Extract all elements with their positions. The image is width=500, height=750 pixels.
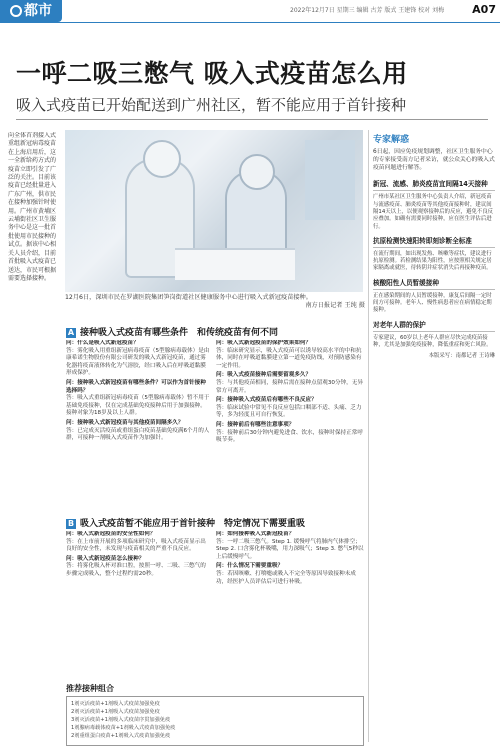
- qa-question: 问：吸入式新冠疫苗的保护效果如何？: [216, 340, 312, 346]
- page-header: [0, 0, 500, 22]
- recommend-title: 推荐接种组合: [66, 684, 114, 693]
- qa-question: 问：吸入式新冠疫苗怎么接种？: [66, 555, 145, 562]
- city-icon: [10, 5, 22, 17]
- photo-caption-text: 12月6日，深圳市民在罗湖医院集团笋岗街道社区健康服务中心进行吸入式新冠疫苗接种。: [65, 294, 312, 301]
- section-a-col1: [66, 340, 210, 512]
- sidebar-block-body: 专家建议，60岁以上老年人群应尽快完成疫苗接种，尤其是加强免疫接种，降低重症和死亡风险。: [373, 334, 492, 348]
- qa-question: 问：接种吸入式疫苗后有哪些不良反应？: [216, 397, 317, 404]
- recommend-list: [66, 696, 364, 746]
- section-b-heading: [66, 516, 366, 529]
- qa-answer: 答：雾化吸入用重组新冠病毒疫苗（5型腺病毒载体）是由康希诺生物股份有限公司研发的吸入式新冠疫苗，通过雾化器将疫苗液体转化为气溶胶，经口吸入后在呼吸道黏膜形成保护。: [66, 347, 210, 377]
- photo-caption: [65, 294, 365, 310]
- recommend-item: 2剂灭活疫苗+1剂吸入式疫苗加强免疫: [71, 709, 160, 715]
- section-a-col2: [216, 340, 364, 512]
- page-title: 一呼二吸三憋气 吸入式疫苗怎么用: [16, 59, 408, 88]
- sidebar-block-title: 抗原检测快速阳转即刻诊断全标准: [373, 235, 495, 248]
- sidebar-block-body: 广州市某社区卫生服务中心负责人介绍，新冠疫苗与流感疫苗、肺炎疫苗等其他疫苗接种时，建议间隔14天以上，以便观察接种后的反应，避免不良反应叠加。如确有需要同时接种，应在医生评估后进行。: [373, 194, 494, 230]
- section-badge: [0, 0, 62, 22]
- qa-answer: 答：临床试验中常见不良反应包括口咽部不适、头痛、乏力等，多为轻度且可自行恢复。: [216, 404, 362, 419]
- qa-answer: 答：接种前后30分钟内避免进食、饮水，接种时保持正常呼吸节奏。: [216, 429, 363, 444]
- qa-question: 问：如何接种吸入式新冠疫苗？: [216, 531, 295, 537]
- section-a-title: 接种吸入式疫苗有哪些条件 和传统疫苗有何不同: [80, 328, 279, 338]
- section-label: 都市: [24, 3, 52, 19]
- qa-answer: 答：吸入式重组新冠病毒疫苗（5型腺病毒载体）暂不用于基础免疫接种，仅在完成基础免疫接种后用于加强接种。接种对象为18岁及以上人群。: [66, 395, 210, 417]
- column-divider: [368, 130, 369, 742]
- news-photo: [65, 130, 363, 292]
- sidebar-block-title: 对老年人群的保护: [373, 319, 495, 332]
- qa-answer: 答：已完成灭活疫苗或重组蛋白疫苗基础免疫满6个月的人群，可接种一剂吸入式疫苗作为加强针。: [66, 427, 210, 442]
- sidebar-intro: 6日起，因应免疫规划调整，社区卫生服务中心的专家接受南方记者采访，就公众关心的吸入式疫苗问题进行解答。: [373, 149, 495, 171]
- subheadline: 吸入式疫苗已开始配送到广州社区，暂不能应用于首针接种: [16, 96, 407, 114]
- recommend-box: [66, 683, 364, 743]
- sidebar-block-title: 新冠、流感、肺炎疫苗宜间隔14天接种: [373, 178, 495, 191]
- lead-column: 向全体首剂接入式重组新冠病毒疫苗在上海启用后，这一全新给药方式的疫苗立即引发了广泛的关注。目前该疫苗已经批量进入广东广州，供市民在接种加强针时使用。广州市黄埔区云埔街社区卫生服务中心是这一批首批使用市民接种的试点。据该中心相关人员介绍，目前首批吸入式疫苗已送达，市民可根据需要选择接种。: [8, 132, 57, 282]
- recommend-item: 3剂灭活疫苗+1剂吸入式疫苗序贯加强免疫: [71, 717, 171, 723]
- sidebar-column: [373, 132, 495, 742]
- qa-question: 问：接种前后有哪些注意事项？: [216, 421, 295, 428]
- qa-question: 问：接种吸入式新冠疫苗与其他疫苗间隔多久？: [66, 419, 184, 426]
- sidebar-block-title: 核酸阳性人员暂缓接种: [373, 277, 495, 290]
- section-b-col2: [216, 531, 364, 679]
- sidebar-banner: 专家解惑: [373, 135, 410, 145]
- qa-question: 问：什么情况下需要重吸？: [216, 563, 284, 570]
- header-meta: 2022年12月7日 星期三 编辑 古芳 版式 王建锋 校对 刘梅: [290, 7, 445, 14]
- recommend-item: 1剂腺病毒载体疫苗+1剂吸入式疫苗加强免疫: [71, 725, 176, 731]
- section-b-mark: B: [67, 519, 75, 528]
- section-a-heading: [66, 325, 366, 338]
- sidebar-author: 本版采写：南都记者 王诗琳: [428, 353, 495, 360]
- section-b-title: 吸入式疫苗暂不能应用于首针接种 特定情况下需要重吸: [80, 519, 306, 529]
- sidebar-block-body: 正在感染期间的人员暂缓接种，康复后间隔一定时间方可接种。老年人、慢性病患者应在病情稳定期接种。: [373, 292, 492, 314]
- page-number: A07: [472, 3, 496, 16]
- qa-question: 问：什么是吸入式新冠疫苗？: [66, 340, 139, 346]
- photo-background-shape: [305, 140, 355, 220]
- sidebar-block-body: 在流行期间，如出现发热、咳嗽等症状，建议进行抗原检测。若检测结果为阳性，应按照相关规定居家隔离或就医，待转阴并症状消失后再接种疫苗。: [373, 250, 492, 272]
- qa-answer: 答：在上市前开展的多项临床研究中，吸入式疫苗显示出良好的安全性，未发现与疫苗相关的严重不良反应。: [66, 538, 206, 553]
- section-a-mark: A: [67, 328, 75, 337]
- qa-answer: 答：与其他疫苗相同，接种后需在接种点留观30分钟，无异常方可离开。: [216, 379, 363, 394]
- photo-desk: [175, 248, 295, 280]
- recommend-item: 2剂重组蛋白疫苗+1剂吸入式疫苗加强免疫: [71, 733, 171, 739]
- photo-credit: 南方日报记者 王纯 摄: [305, 302, 365, 309]
- qa-answer: 答：将雾化吸入杯对准口腔，按照一呼、二吸、三憋气的步骤完成吸入，整个过程约需20秒。: [66, 563, 206, 577]
- qa-answer: 答：若因咳嗽、打喷嚏或吸入不完全等原因导致接种未成功，经医护人员评估后可进行补吸。: [216, 570, 356, 585]
- section-b-col1: [66, 531, 210, 679]
- qa-question: 问：接种吸入式新冠疫苗有哪些条件？可以作为首针接种选择吗？: [66, 379, 206, 394]
- qa-answer: 答：临床研究显示，吸入式疫苗可以诱导较高水平的中和抗体，同时在呼吸道黏膜建立第一道免疫防线，对预防感染有一定作用。: [216, 347, 362, 369]
- qa-question: 问：吸入式疫苗接种后需要留观多久？: [216, 372, 312, 379]
- recommend-item: 1剂灭活疫苗+1剂吸入式疫苗加强免疫: [71, 701, 160, 707]
- subhead-rule: [16, 119, 488, 120]
- qa-answer: 答：一呼二吸三憋气。Step 1. 缓慢呼气将肺内气体排空；Step 2. 口含雾化杯吸嘴，用力深吸气；Step 3. 憋气5秒以上后缓慢呼气。: [216, 538, 364, 560]
- qa-question: 问：吸入式新冠疫苗的安全性如何？: [66, 531, 156, 537]
- header-rule: [0, 22, 500, 23]
